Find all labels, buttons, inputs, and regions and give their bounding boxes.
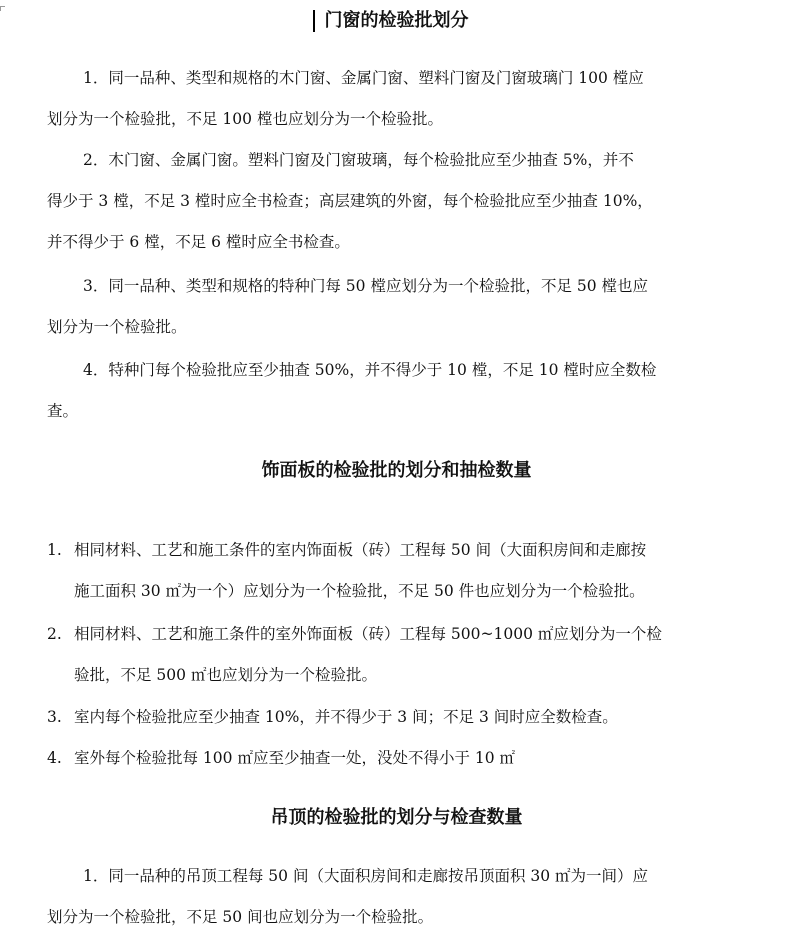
section-title-doors-windows: 门窗的检验批划分 [324,10,469,31]
list-item [47,697,757,738]
paragraph-line: 2．木门窗、金属门窗。塑料门窗及门窗玻璃，每个检验批应至少抽查 5%，并不 [83,151,634,169]
list-item-line: 验批，不足 500 ㎡也应划分为一个检验批。 [74,666,377,684]
list-item [47,614,757,696]
paragraph [47,58,753,140]
list-item-line: 施工面积 30 ㎡为一个）应划分为一个检验批，不足 50 件也应划分为一个检验批。 [74,582,645,600]
list-item-number: 1. [47,541,62,559]
paragraph [47,140,753,263]
paragraph-line: 查。 [47,402,79,420]
paragraph [47,856,753,938]
paragraph-line: 划分为一个检验批，不足 50 间也应划分为一个检验批。 [47,908,434,926]
list-item-line: 相同材料、工艺和施工条件的室外饰面板（砖）工程每 500~1000 ㎡应划分为一个检 [74,625,662,643]
section-title-facing-panels: 饰面板的检验批的划分和抽检数量 [261,460,532,481]
paragraph-line: 4．特种门每个检验批应至少抽查 50%，并不得少于 10 樘，不足 10 樘时应全数检 [83,361,657,379]
paragraph-line: 得少于 3 樘，不足 3 樘时应全书检查；高层建筑的外窗，每个检验批应至少抽查 10%， [47,192,653,210]
paragraph-line: 划分为一个检验批，不足 100 樘也应划分为一个检验批。 [47,110,443,128]
list-item-number: 3. [47,708,62,726]
list-item [47,530,757,612]
paragraph [47,266,753,348]
paragraph-line: 1．同一品种、类型和规格的木门窗、金属门窗、塑料门窗及门窗玻璃门 100 樘应 [83,69,644,87]
list-item-number: 4. [47,749,62,767]
list-item-line: 室内每个检验批应至少抽查 10%，并不得少于 3 间；不足 3 间时应全数检查。 [74,708,618,726]
paragraph-line: 并不得少于 6 樘，不足 6 樘时应全书检查。 [47,233,350,251]
section-title-ceilings: 吊顶的检验批的划分与检查数量 [270,807,523,828]
list-item-line: 相同材料、工艺和施工条件的室内饰面板（砖）工程每 50 间（大面积房间和走廊按 [74,541,647,559]
list-item-line: 室外每个检验批每 100 ㎡应至少抽查一处，没处不得小于 10 ㎡ [74,749,516,767]
list-item [47,738,757,779]
paragraph [47,350,753,432]
paragraph-line: 1．同一品种的吊顶工程每 50 间（大面积房间和走廊按吊顶面积 30 ㎡为一间）应 [83,867,649,885]
paragraph-line: 3．同一品种、类型和规格的特种门每 50 樘应划分为一个检验批，不足 50 樘也应 [83,277,649,295]
paragraph-line: 划分为一个检验批。 [47,318,187,336]
list-item-number: 2. [47,625,62,643]
